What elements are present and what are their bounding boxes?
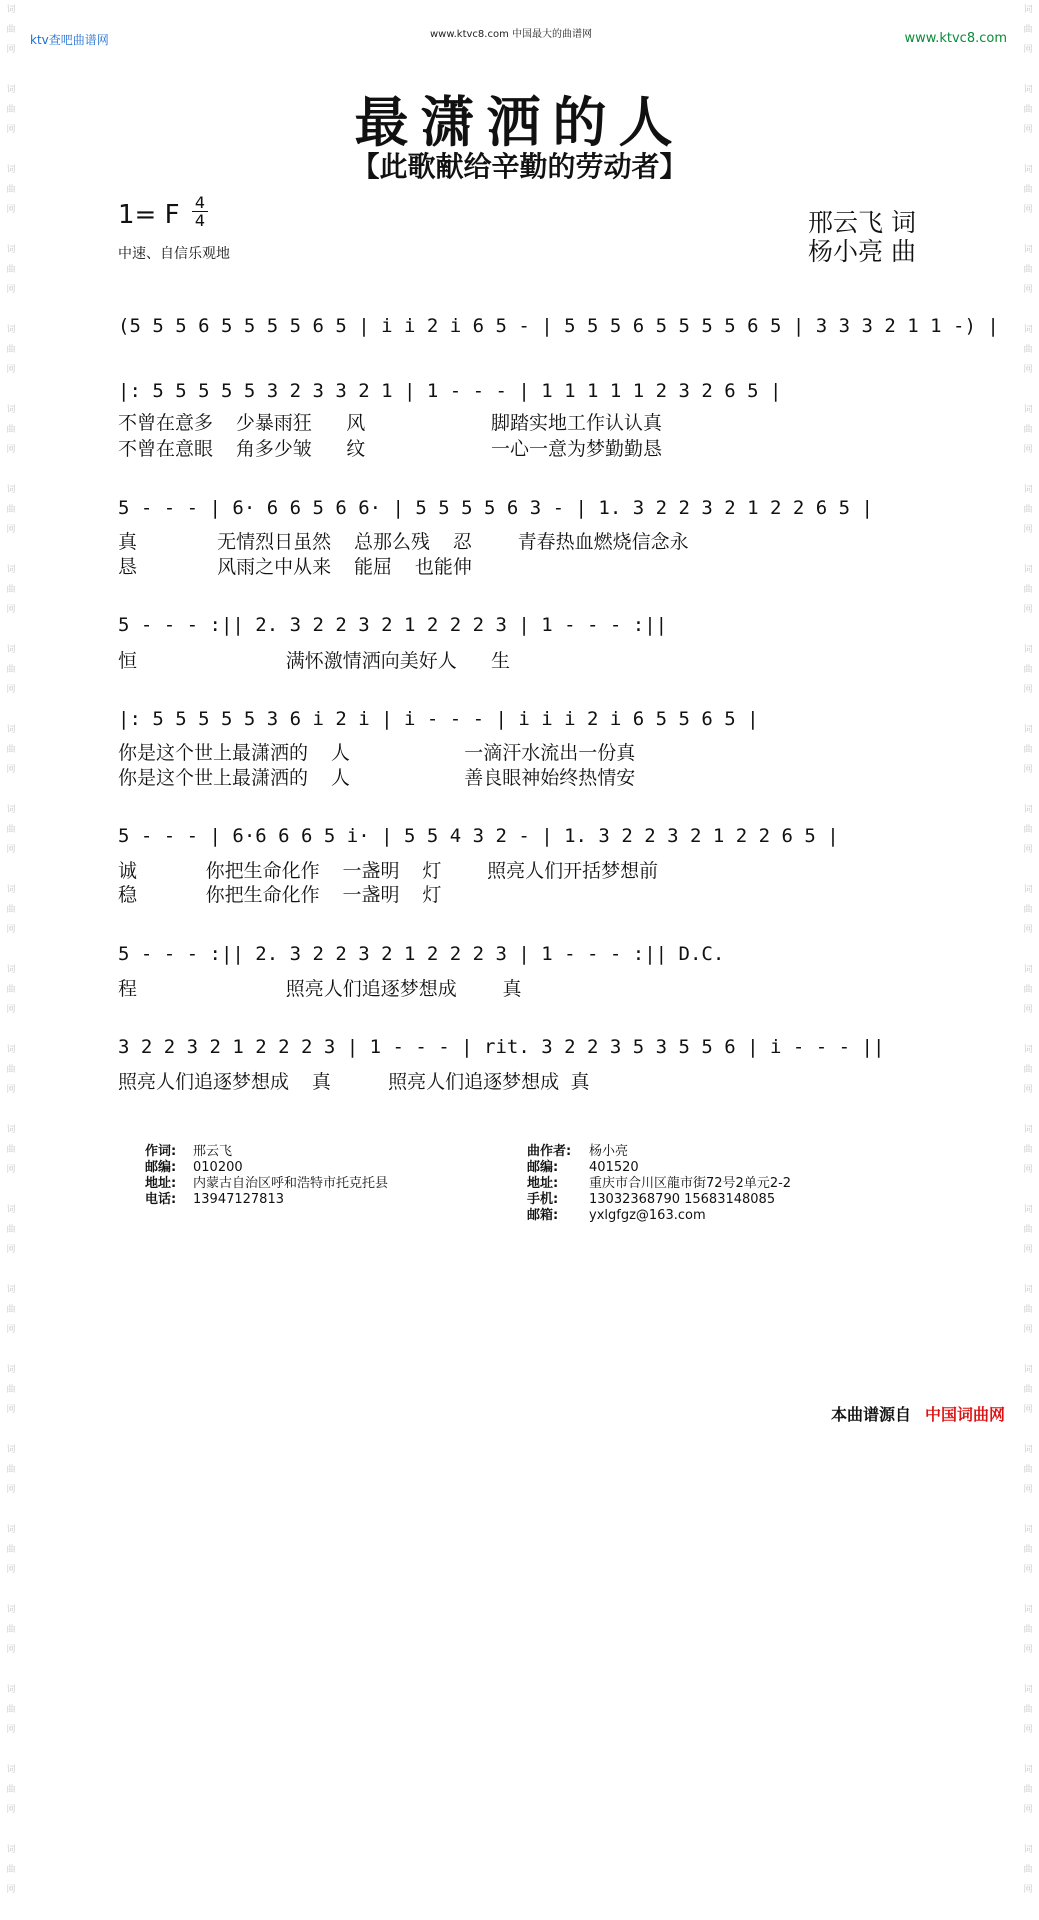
lyricist-name-row: 作词: 邢云飞 (145, 1144, 233, 1159)
lyric-line-1: 不曾在意多 少暴雨狂 风 脚踏实地工作认认真 (118, 412, 663, 434)
composer-email-row: 邮箱: yxlgfgz@163.com (527, 1208, 706, 1223)
lyric-line-1: 程 照亮人们追逐梦想成 真 (118, 978, 522, 1000)
lyric-line-2: 不曾在意眼 角多少皱 纹 一心一意为梦勤勤恳 (118, 438, 663, 460)
composer-address-row: 地址: 重庆市合川区龍市街72号2单元2-2 (527, 1176, 792, 1191)
lyricist-address-row: 地址: 内蒙古自治区呼和浩特市托克托县 (145, 1176, 389, 1191)
lyric-line-2: 稳 你把生命化作 一盏明 灯 (118, 884, 442, 906)
song-title: 最潇洒的人 (354, 90, 685, 154)
lyricist-postcode-row: 邮编: 010200 (145, 1160, 243, 1175)
notes-line: |: 5 5 5 5 5 3 6 i 2 i | i - - - | i i i 2 i 6 5 5 6 5 | (118, 708, 759, 730)
lyric-line-1: 你是这个世上最潇洒的 人 一滴汗水流出一份真 (118, 742, 636, 764)
notes-line: 5 - - - :|| 2. 3 2 2 3 2 1 2 2 2 3 | 1 - - - :|| D.C. (118, 943, 725, 965)
lyric-line-1: 诚 你把生命化作 一盏明 灯 照亮人们开括梦想前 (118, 860, 659, 882)
composer-name-row: 曲作者: 杨小亮 (527, 1144, 629, 1159)
time-signature (190, 194, 210, 229)
site-url-right[interactable]: www.ktvc8.com (904, 31, 1007, 46)
source-credit (831, 1402, 1005, 1425)
watermark-left: 词 曲 网 词 曲 网 词 曲 网 词 曲 网 词 曲 网 词 曲 网 词 曲 网 词 曲 网 词 曲 网 词 曲 网 词 曲 网 词 曲 网 词 曲 网 词 曲 网 词 曲 网 词 曲 网 词 曲 网 词 曲 网 词 曲 网 词 曲 网 词 曲 网 词 曲 网 词 曲 网 词 曲 网 (6, 5, 16, 1895)
watermark-right: 词 曲 网 词 曲 网 词 曲 网 词 曲 网 词 曲 网 词 曲 网 词 曲 网 词 曲 网 词 曲 网 词 曲 网 词 曲 网 词 曲 网 词 曲 网 词 曲 网 词 曲 网 词 曲 网 词 曲 网 词 曲 网 词 曲 网 词 曲 网 词 曲 网 词 曲 网 词 曲 网 词 曲 网 (1023, 5, 1033, 1895)
notes-line: 5 - - - :|| 2. 3 2 2 3 2 1 2 2 2 3 | 1 - - - :|| (118, 614, 668, 636)
notes-line: 3 2 2 3 2 1 2 2 2 3 | 1 - - - | rit. 3 2 2 3 5 3 5 5 6 | i - - - || (118, 1036, 885, 1058)
lyric-line-1: 恒 满怀激情洒向美好人 生 (118, 650, 511, 672)
source-label: 本曲谱源自 (830, 1405, 911, 1424)
lyric-line-2: 恳 风雨之中从来 能屈 也能伸 (118, 556, 472, 578)
time-top: 4 (194, 193, 206, 212)
source-site-link[interactable]: 中国词曲网 (924, 1405, 1005, 1424)
tempo-marking: 中速、自信乐观地 (118, 246, 230, 262)
site-name-left[interactable]: ktv查吧曲谱网 (30, 33, 109, 47)
lyric-line-1: 真 无情烈日虽然 总那么残 忍 青春热血燃烧信念永 (118, 531, 689, 553)
notes-line: 5 - - - | 6·6 6 6 5 i· | 5 5 4 3 2 - | 1. 3 2 2 3 2 1 2 2 6 5 | (118, 825, 839, 847)
lyricist-phone-row: 电话: 13947127813 (145, 1192, 284, 1207)
site-name-center[interactable]: www.ktvc8.com 中国最大的曲谱网 (430, 29, 593, 40)
composer-credit: 杨小亮 曲 (808, 237, 916, 266)
composer-postcode-row: 邮编: 401520 (527, 1160, 639, 1175)
key-signature: 1= F (118, 200, 180, 230)
composer-phone-row: 手机: 13032368790 15683148085 (527, 1192, 776, 1207)
time-bottom: 4 (194, 211, 206, 230)
lyric-line-2: 你是这个世上最潇洒的 人 善良眼神始终热情安 (118, 767, 636, 789)
lyric-line-1: 照亮人们追逐梦想成 真 照亮人们追逐梦想成 真 (118, 1071, 590, 1093)
song-subtitle: 【此歌献给辛勤的劳动者】 (351, 150, 688, 183)
notes-line: 5 - - - | 6· 6 6 5 6 6· | 5 5 5 5 6 3 - | 1. 3 2 2 3 2 1 2 2 6 5 | (118, 497, 873, 519)
lyricist-credit: 邢云飞 词 (808, 208, 916, 237)
notes-line: (5 5 5 6 5 5 5 5 6 5 | i i 2 i 6 5 - | 5 5 5 6 5 5 5 5 6 5 | 3 3 3 2 1 1 -) | (118, 315, 999, 337)
notes-line: |: 5 5 5 5 5 3 2 3 3 2 1 | 1 - - - | 1 1 1 1 1 2 3 2 6 5 | (118, 380, 782, 402)
